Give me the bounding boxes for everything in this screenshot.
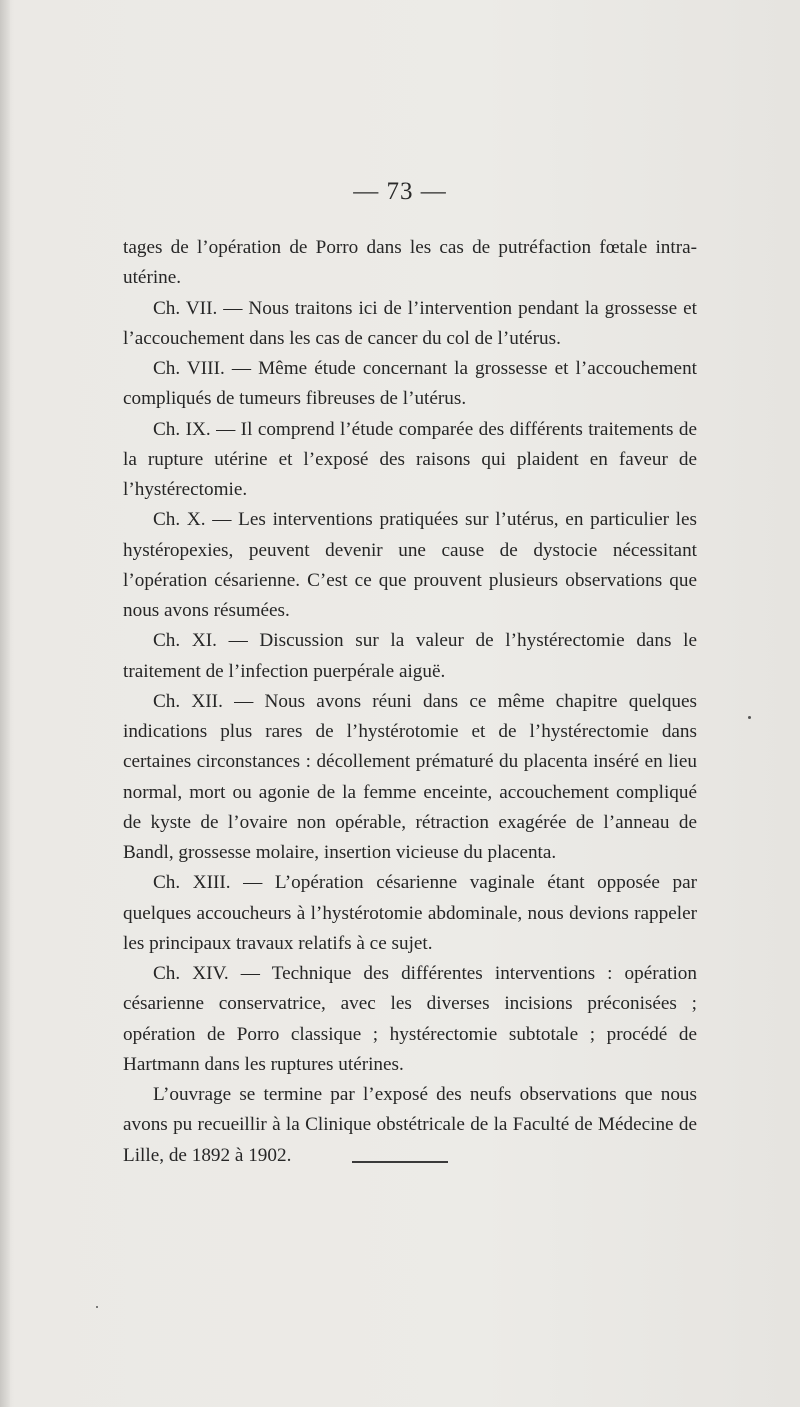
ink-speck bbox=[96, 1306, 98, 1308]
paragraph-chapter-13: Ch. XIII. — L’opération césarienne vaginale étant opposée par quelques accoucheurs à l’hystérotomie abdominale, nous devions rappeler les principaux travaux relatifs à ce sujet. bbox=[123, 872, 697, 954]
page-number: — 73 — bbox=[353, 178, 447, 205]
page-gutter-shadow bbox=[0, 0, 10, 1407]
paragraph-conclusion: L’ouvrage se termine par l’exposé des neufs observations que nous avons pu recueillir à la Clinique obstétricale de la Faculté de Médecine de Lille, de 1892 à 1902. bbox=[123, 1084, 697, 1166]
ink-speck bbox=[748, 716, 751, 719]
paragraph-chapter-14: Ch. XIV. — Technique des différentes interventions : opération césarienne conservatrice, avec les diverses incisions préconisées ; opération de Porro classique ; hystérectomie subtotale ; procédé de Hartmann dans les ruptures utérines. bbox=[123, 963, 697, 1075]
paragraph-chapter-9: Ch. IX. — Il comprend l’étude comparée des différents traitements de la rupture utérine et l’exposé des raisons qui plaident en faveur de l’hystérectomie. bbox=[123, 418, 697, 500]
paragraph-chapter-10: Ch. X. — Les interventions pratiquées sur l’utérus, en particulier les hystéropexies, peuvent devenir une cause de dystocie nécessitant l’opération césarienne. C’est ce que prouvent plusieurs observations que nous avons résumées. bbox=[123, 509, 697, 621]
end-rule-divider bbox=[352, 1161, 448, 1163]
paragraph-chapter-11: Ch. XI. — Discussion sur la valeur de l’hystérectomie dans le traitement de l’infection puerpérale aiguë. bbox=[123, 630, 697, 682]
body-text bbox=[123, 233, 697, 1171]
paragraph-chapter-8: Ch. VIII. — Même étude concernant la grossesse et l’accouchement compliqués de tumeurs fibreuses de l’utérus. bbox=[123, 358, 697, 410]
paragraph-chapter-7: Ch. VII. — Nous traitons ici de l’intervention pendant la grossesse et l’accouchement dans les cas de cancer du col de l’utérus. bbox=[123, 297, 697, 349]
paragraph-continuation: tages de l’opération de Porro dans les cas de putréfaction fœtale intra-utérine. bbox=[123, 237, 697, 289]
paragraph-chapter-12: Ch. XII. — Nous avons réuni dans ce même chapitre quelques indications plus rares de l’hystérotomie et de l’hystérectomie dans certaines circonstances : décollement prématuré du placenta inséré en lieu normal, mort ou agonie de la femme enceinte, accouchement compliqué de kyste de l’ovaire non opérable, rétraction exagérée de l’anneau de Bandl, grossesse molaire, insertion vicieuse du placenta. bbox=[123, 690, 697, 863]
